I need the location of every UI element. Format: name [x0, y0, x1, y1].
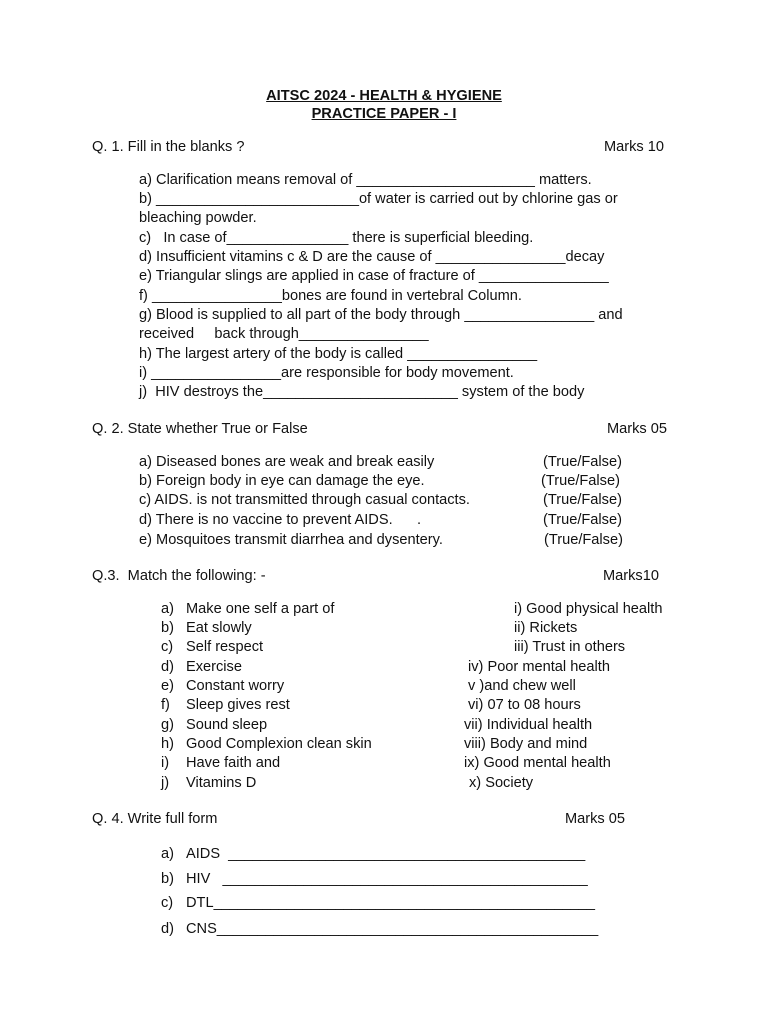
q4-item: HIV _____________________________________________: [186, 871, 588, 887]
q3-left-item: Eat slowly: [186, 620, 252, 636]
q4-label: c): [161, 895, 174, 911]
q4-label: b): [161, 871, 174, 887]
q3-right-item: v )and chew well: [468, 678, 576, 694]
q2-statement: b) Foreign body in eye can damage the eye.: [139, 473, 425, 489]
q1-line: d) Insufficient vitamins c & D are the cause of ________________decay: [139, 249, 605, 265]
q3-heading: Q.3. Match the following: -: [92, 568, 266, 584]
q1-line: g) Blood is supplied to all part of the body through ________________ and: [139, 307, 623, 323]
q3-left-label: a): [161, 601, 174, 617]
q3-left-label: b): [161, 620, 174, 636]
q3-left-label: f): [161, 697, 170, 713]
q3-left-item: Exercise: [186, 659, 242, 675]
q3-left-item: Self respect: [186, 639, 264, 655]
q3-left-item: Make one self a part of: [186, 601, 335, 617]
q3-left-item: Constant worry: [186, 678, 285, 694]
q4-label: a): [161, 846, 174, 862]
q3-left-item: Have faith and: [186, 755, 281, 771]
q3-right-item: x) Society: [469, 775, 534, 791]
q1-line: b) _________________________of water is carried out by chlorine gas or: [139, 191, 618, 207]
q3-left-label: e): [161, 678, 174, 694]
q4-heading: Q. 4. Write full form: [92, 811, 218, 827]
q2-marks: Marks 05: [607, 421, 668, 437]
q4-item: AIDS ____________________________________________: [186, 846, 586, 862]
q1-line: received back through________________: [139, 326, 429, 342]
q3-right-item: ix) Good mental health: [464, 755, 611, 771]
q3-left-label: d): [161, 659, 174, 675]
q3-left-label: g): [161, 717, 174, 733]
q2-option: (True/False): [544, 532, 623, 548]
q3-right-item: viii) Body and mind: [464, 736, 588, 752]
q3-left-item: Sound sleep: [186, 717, 268, 733]
q3-left-item: Sleep gives rest: [186, 697, 290, 713]
q1-line: e) Triangular slings are applied in case of fracture of ________________: [139, 268, 609, 284]
q1-line: bleaching powder.: [139, 210, 257, 226]
q1-line: f) ________________bones are found in vertebral Column.: [139, 288, 522, 304]
q3-left-label: i): [161, 755, 170, 771]
q2-option: (True/False): [543, 454, 622, 470]
q4-item: CNS_______________________________________________: [186, 921, 599, 937]
q2-heading: Q. 2. State whether True or False: [92, 421, 308, 437]
q3-left-label: c): [161, 639, 174, 655]
q4-marks: Marks 05: [565, 811, 626, 827]
q3-left-item: Vitamins D: [186, 775, 257, 791]
q4-item: DTL_______________________________________________: [186, 895, 596, 911]
q1-line: h) The largest artery of the body is called ________________: [139, 346, 538, 362]
q1-marks: Marks 10: [604, 139, 665, 155]
q2-statement: e) Mosquitoes transmit diarrhea and dysentery.: [139, 532, 443, 548]
q3-right-item: ii) Rickets: [514, 620, 578, 636]
q3-right-item: iii) Trust in others: [514, 639, 626, 655]
q2-statement: c) AIDS. is not transmitted through casual contacts.: [139, 492, 470, 508]
q3-right-item: iv) Poor mental health: [468, 659, 610, 675]
q3-left-item: Good Complexion clean skin: [186, 736, 372, 752]
paper-subtitle: PRACTICE PAPER - I: [311, 106, 457, 122]
q1-line: a) Clarification means removal of ______________________ matters.: [139, 172, 592, 188]
q3-right-item: vii) Individual health: [464, 717, 593, 733]
q1-line: i) ________________are responsible for body movement.: [139, 365, 514, 381]
q4-label: d): [161, 921, 174, 937]
q2-statement: d) There is no vaccine to prevent AIDS. .: [139, 512, 422, 528]
paper-title: AITSC 2024 - HEALTH & HYGIENE: [266, 88, 502, 104]
q2-option: (True/False): [541, 473, 620, 489]
q3-left-label: h): [161, 736, 174, 752]
q3-left-label: j): [161, 775, 170, 791]
q1-line: j) HIV destroys the________________________ system of the body: [139, 384, 585, 400]
q3-right-item: vi) 07 to 08 hours: [468, 697, 581, 713]
q2-option: (True/False): [543, 512, 622, 528]
q2-statement: a) Diseased bones are weak and break easily: [139, 454, 435, 470]
q2-option: (True/False): [543, 492, 622, 508]
q3-right-item: i) Good physical health: [514, 601, 663, 617]
q3-marks: Marks10: [603, 568, 659, 584]
q1-line: c) In case of_______________ there is superficial bleeding.: [139, 230, 534, 246]
q1-heading: Q. 1. Fill in the blanks ?: [92, 139, 245, 155]
